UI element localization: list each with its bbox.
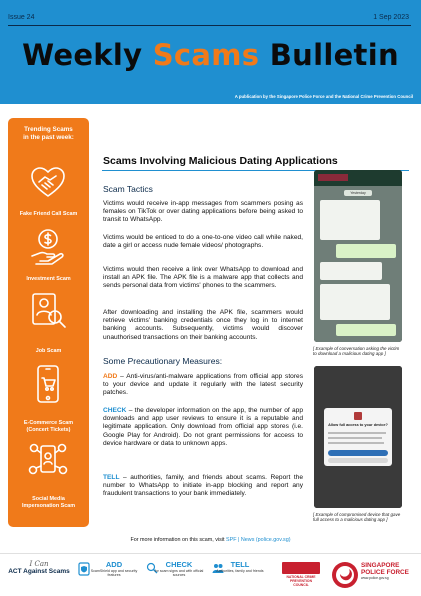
chat-bubble-4 <box>320 284 390 320</box>
more-info-line <box>0 537 421 543</box>
header-banner <box>0 0 421 104</box>
permission-dialog-title: Allow full access to your device? <box>328 423 388 427</box>
app-icon <box>354 412 362 420</box>
issue-number: Issue 24 <box>8 14 35 21</box>
issue-date: 1 Sep 2023 <box>373 14 409 21</box>
measure-check <box>103 407 303 448</box>
spf-crest-icon <box>331 560 359 590</box>
bulletin-title <box>0 38 421 72</box>
caption-permission-screenshot: [ Example of compromised device that gave full access to a malicious dating app ] <box>313 512 401 523</box>
trending-scams-sidebar <box>8 118 89 527</box>
chat-bubble-5 <box>336 324 396 336</box>
act-against-scams-text: ACT Against Scams <box>8 568 70 575</box>
dialog-line-2 <box>328 437 382 439</box>
more-info-prefix: For more information on this scam, visit <box>130 537 227 543</box>
tactic-paragraph-3: Victims would then receive a link over WhatsApp to download and install an APK file. The APK file is a malware app that collects and sends personal data from victims' phones to the scammers. <box>103 266 303 290</box>
ican-text: I Can <box>29 560 49 568</box>
title-part1: Weekly <box>22 38 153 72</box>
money-hand-icon <box>28 226 68 266</box>
sidebar-title <box>8 126 89 142</box>
ecommerce-label-line2: (Concert Tickets) <box>26 426 71 433</box>
measure-add <box>103 373 303 398</box>
i-can-act-logo <box>3 560 75 590</box>
dialog-line-1 <box>328 432 386 434</box>
phone-cart-icon <box>28 364 68 404</box>
chat-screenshot <box>314 170 402 342</box>
chat-bubble-2 <box>336 244 396 258</box>
sidebar-item-ecommerce <box>8 420 89 433</box>
social-label-line1: Social Media <box>32 496 65 502</box>
handshake-icon <box>28 163 68 203</box>
sidebar-item-fake-friend: Fake Friend Call Scam <box>19 211 78 217</box>
social-media-icon <box>28 440 68 480</box>
footer-check <box>150 560 208 578</box>
footer-tell-heading: TELL <box>230 560 250 569</box>
measure-add-tag: ADD <box>103 373 118 380</box>
permission-screenshot <box>314 366 402 508</box>
scam-tactics-heading: Scam Tactics <box>103 184 153 194</box>
job-search-icon <box>28 291 68 331</box>
tactic-paragraph-2: Victims would be enticed to do a one-to-one video call while naked, date a girl or access nude female videos/ photographs. <box>103 234 303 250</box>
sidebar-item-investment: Investment Scam <box>26 276 71 282</box>
chat-date-chip: Yesterday <box>344 190 372 196</box>
chat-bubble-1 <box>320 200 380 240</box>
more-info-link[interactable]: SPF | News (police.gov.sg) <box>226 537 291 543</box>
spf-line2: POLICE FORCE <box>361 569 409 576</box>
footer-check-text: for scam signs and with official sources <box>154 569 204 578</box>
sidebar-title-line2: in the past week: <box>23 134 74 141</box>
sidebar-item-job: Job Scam <box>35 348 62 354</box>
allow-button <box>328 450 388 456</box>
measure-check-text: – the developer information on the app, the number of app downloads and app user reviews to ensure it is a reputable and legitimate application. Only download from official app stores (i.e. Google Play for Android). Do not grant permissions for access to device hardware or data to unknown apps. <box>103 407 303 447</box>
ncpc-emblem <box>282 562 320 574</box>
tactic-paragraph-1: Victims would receive in-app messages from scammers posing as females on TikTok or over dating applications before being asked to transit to WhatsApp. <box>103 200 303 224</box>
tactic-paragraph-4: After downloading and installing the APK file, scammers would retrieve victims' banking credentials once they log in to internet banking accounts. Subsequently, victims would discover unauthorised transactions on their banking accounts. <box>103 309 303 341</box>
footer-bar <box>0 553 421 596</box>
footer-tell-text: Authorities, family and friends <box>216 569 264 573</box>
ecommerce-label-line1: E-Commerce Scam <box>23 420 74 426</box>
title-part2: Bulletin <box>259 38 399 72</box>
title-accent: Scams <box>152 38 260 72</box>
caption-chat-screenshot: [ Example of conversation asking the victim to download a malicious dating app ] <box>313 346 400 357</box>
deny-button <box>328 458 388 463</box>
ncpc-text: NATIONAL CRIME PREVENTION COUNCIL <box>286 575 316 587</box>
sidebar-item-social-media <box>8 496 89 509</box>
ncpc-logo <box>282 562 320 588</box>
article-title: Scams Involving Malicious Dating Applications <box>103 155 338 167</box>
measure-add-text: – Anti-virus/anti-malware applications from official app stores to your device and update it regularly with the latest security patches. <box>103 373 303 397</box>
precautionary-heading: Some Precautionary Measures: <box>103 356 223 366</box>
dialog-line-3 <box>328 442 384 444</box>
header-divider <box>8 25 411 26</box>
social-label-line2: Impersonation Scam <box>21 502 76 509</box>
measure-check-tag: CHECK <box>103 407 127 414</box>
spf-line1: SINGAPORE <box>361 562 400 569</box>
measure-tell-tag: TELL <box>103 474 120 481</box>
footer-tell <box>214 560 266 573</box>
footer-add-heading: ADD <box>105 560 123 569</box>
footer-check-heading: CHECK <box>165 560 193 569</box>
chat-bubble-3 <box>320 262 382 280</box>
footer-add-text: ScamShield app and security features <box>90 569 138 578</box>
spf-site: www.police.gov.sg <box>361 576 389 580</box>
spf-logo-text <box>361 562 419 581</box>
measure-tell <box>103 474 303 499</box>
redacted-name <box>318 174 348 181</box>
sidebar-title-line1: Trending Scams <box>24 126 73 133</box>
publisher-note: A publication by the Singapore Police Force and the National Crime Prevention Council <box>234 94 413 99</box>
footer-add <box>84 560 144 578</box>
measure-tell-text: – authorities, family, and friends about scams. Report the number to WhatsApp to initiate in-app blocking and report any fraudulent transactions to your bank immediately. <box>103 474 303 498</box>
